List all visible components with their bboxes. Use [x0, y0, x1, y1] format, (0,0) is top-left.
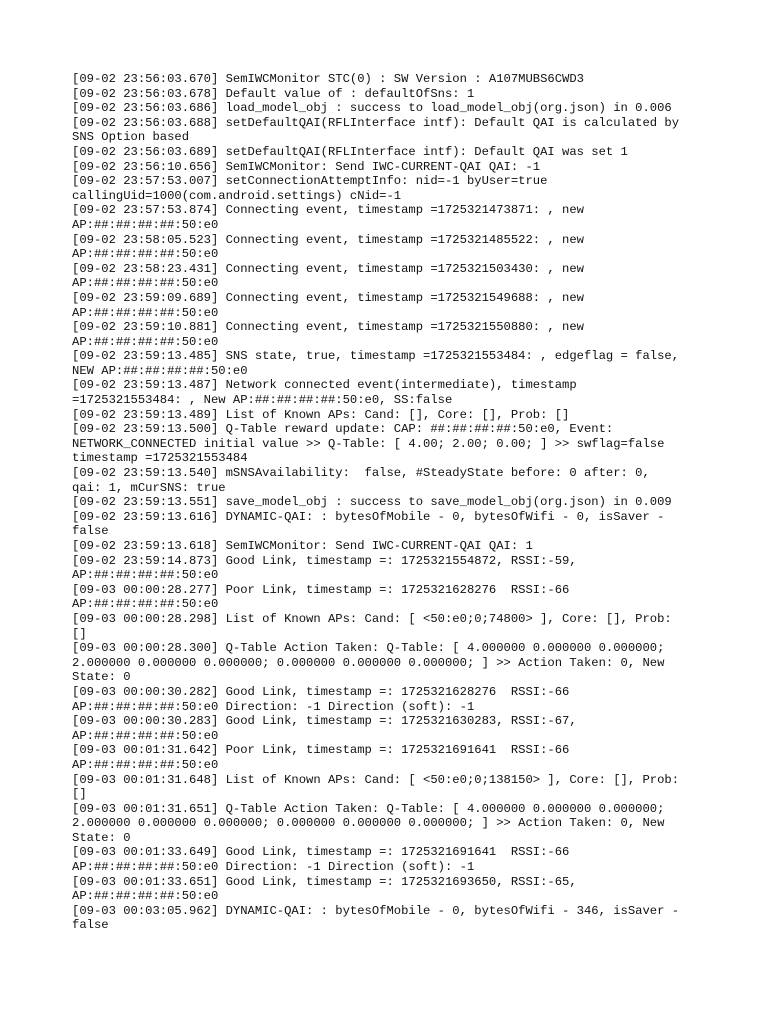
log-line: AP:##:##:##:##:50:e0	[72, 276, 219, 291]
log-line: AP:##:##:##:##:50:e0	[72, 217, 219, 232]
log-line: AP:##:##:##:##:50:e0	[72, 334, 219, 349]
log-line: [09-02 23:56:10.656] SemIWCMonitor: Send IWC-CURRENT-QAI QAI: -1	[72, 159, 541, 174]
log-line: callingUid=1000(com.android.settings) cNid=-1	[72, 188, 402, 203]
log-line: [09-03 00:01:31.651] Q-Table Action Taken: Q-Table: [ 4.000000 0.000000 0.000000;	[72, 801, 665, 816]
log-line: [09-02 23:56:03.670] SemIWCMonitor STC(0) : SW Version : A107MUBS6CWD3	[72, 72, 584, 86]
log-line: [09-03 00:00:30.282] Good Link, timestamp =: 1725321628276 RSSI:-66	[72, 684, 570, 699]
log-line: [09-02 23:56:03.686] load_model_obj : success to load_model_obj(org.json) in 0.006	[72, 101, 672, 116]
log-line: []	[72, 626, 87, 641]
log-line: [09-02 23:59:14.873] Good Link, timestamp =: 1725321554872, RSSI:-59,	[72, 553, 577, 568]
log-line: AP:##:##:##:##:50:e0	[72, 305, 219, 320]
log-line: [09-02 23:59:13.618] SemIWCMonitor: Send IWC-CURRENT-QAI QAI: 1	[72, 539, 533, 553]
log-line: AP:##:##:##:##:50:e0	[72, 247, 219, 262]
log-line: [09-02 23:59:13.551] save_model_obj : success to save_model_obj(org.json) in 0.009	[72, 495, 672, 510]
log-line: [09-02 23:59:13.540] mSNSAvailability: false, #SteadyState before: 0 after: 0,	[72, 466, 650, 481]
log-line: qai: 1, mCurSNS: true	[72, 480, 226, 495]
log-line: [09-03 00:03:05.962] DYNAMIC-QAI: : bytesOfMobile - 0, bytesOfWifi - 346, isSaver -	[72, 903, 680, 918]
log-line: AP:##:##:##:##:50:e0 Direction: -1 Direction (soft): -1	[72, 699, 475, 714]
log-line: timestamp =1725321553484	[72, 451, 248, 466]
log-line: [09-03 00:01:33.651] Good Link, timestamp =: 1725321693650, RSSI:-65,	[72, 874, 577, 889]
log-line: AP:##:##:##:##:50:e0 Direction: -1 Direction (soft): -1	[72, 860, 475, 875]
log-line: [09-02 23:59:13.616] DYNAMIC-QAI: : bytesOfMobile - 0, bytesOfWifi - 0, isSaver -	[72, 509, 665, 524]
log-line: [09-03 00:00:28.298] List of Known APs: Cand: [ <50:e0;0;74800> ], Core: [], Prob:	[72, 611, 672, 626]
log-line: false	[72, 524, 109, 539]
log-line: [09-02 23:58:23.431] Connecting event, timestamp =1725321503430: , new	[72, 261, 584, 276]
log-line: [09-02 23:59:09.689] Connecting event, timestamp =1725321549688: , new	[72, 290, 584, 305]
log-line: 2.000000 0.000000 0.000000; 0.000000 0.000000 0.000000; ] >> Action Taken: 0, New	[72, 816, 665, 831]
log-line: [09-02 23:56:03.678] Default value of : defaultOfSns: 1	[72, 86, 475, 101]
log-line: [09-02 23:59:13.485] SNS state, true, timestamp =1725321553484: , edgeflag = false,	[72, 349, 680, 364]
log-line: [09-02 23:59:13.500] Q-Table reward update: CAP: ##:##:##:##:50:e0, Event:	[72, 422, 614, 437]
log-line: AP:##:##:##:##:50:e0	[72, 889, 219, 904]
log-line: [09-02 23:59:13.489] List of Known APs: Cand: [], Core: [], Prob: []	[72, 407, 570, 422]
log-line: [09-03 00:01:33.649] Good Link, timestamp =: 1725321691641 RSSI:-66	[72, 845, 570, 860]
log-line: [09-03 00:01:31.648] List of Known APs: Cand: [ <50:e0;0;138150> ], Core: [], Prob:	[72, 772, 680, 787]
log-line: [09-03 00:00:28.300] Q-Table Action Taken: Q-Table: [ 4.000000 0.000000 0.000000;	[72, 641, 665, 656]
log-line: AP:##:##:##:##:50:e0	[72, 757, 219, 772]
log-line: false	[72, 918, 109, 933]
log-line: [09-03 00:00:30.283] Good Link, timestamp =: 1725321630283, RSSI:-67,	[72, 714, 577, 729]
log-line: AP:##:##:##:##:50:e0	[72, 597, 219, 612]
log-line: SNS Option based	[72, 130, 190, 145]
log-line: [09-03 00:01:31.642] Poor Link, timestamp =: 1725321691641 RSSI:-66	[72, 743, 570, 758]
log-line: [09-03 00:00:28.277] Poor Link, timestamp =: 1725321628276 RSSI:-66	[72, 582, 570, 597]
log-line: 2.000000 0.000000 0.000000; 0.000000 0.000000 0.000000; ] >> Action Taken: 0, New	[72, 655, 665, 670]
log-line: AP:##:##:##:##:50:e0	[72, 728, 219, 743]
log-line: [09-02 23:57:53.874] Connecting event, timestamp =1725321473871: , new	[72, 203, 584, 218]
log-line: [09-02 23:56:03.689] setDefaultQAI(RFLInterface intf): Default QAI was set 1	[72, 144, 628, 159]
log-line: AP:##:##:##:##:50:e0	[72, 568, 219, 583]
log-line: []	[72, 787, 87, 802]
log-line: NEW AP:##:##:##:##:50:e0	[72, 363, 248, 378]
log-line: [09-02 23:56:03.688] setDefaultQAI(RFLInterface intf): Default QAI is calculated by	[72, 115, 680, 130]
log-line: [09-02 23:58:05.523] Connecting event, timestamp =1725321485522: , new	[72, 232, 584, 247]
log-line: State: 0	[72, 830, 131, 845]
log-line: =1725321553484: , New AP:##:##:##:##:50:e0, SS:false	[72, 393, 453, 408]
log-line: State: 0	[72, 670, 131, 685]
log-line: [09-02 23:57:53.007] setConnectionAttemptInfo: nid=-1 byUser=true	[72, 174, 548, 189]
log-line: NETWORK_CONNECTED initial value >> Q-Table: [ 4.00; 2.00; 0.00; ] >> swflag=false	[72, 436, 665, 451]
log-line: [09-02 23:59:10.881] Connecting event, timestamp =1725321550880: , new	[72, 320, 584, 335]
log-text-body	[72, 72, 712, 933]
log-line: [09-02 23:59:13.487] Network connected event(intermediate), timestamp	[72, 378, 577, 393]
